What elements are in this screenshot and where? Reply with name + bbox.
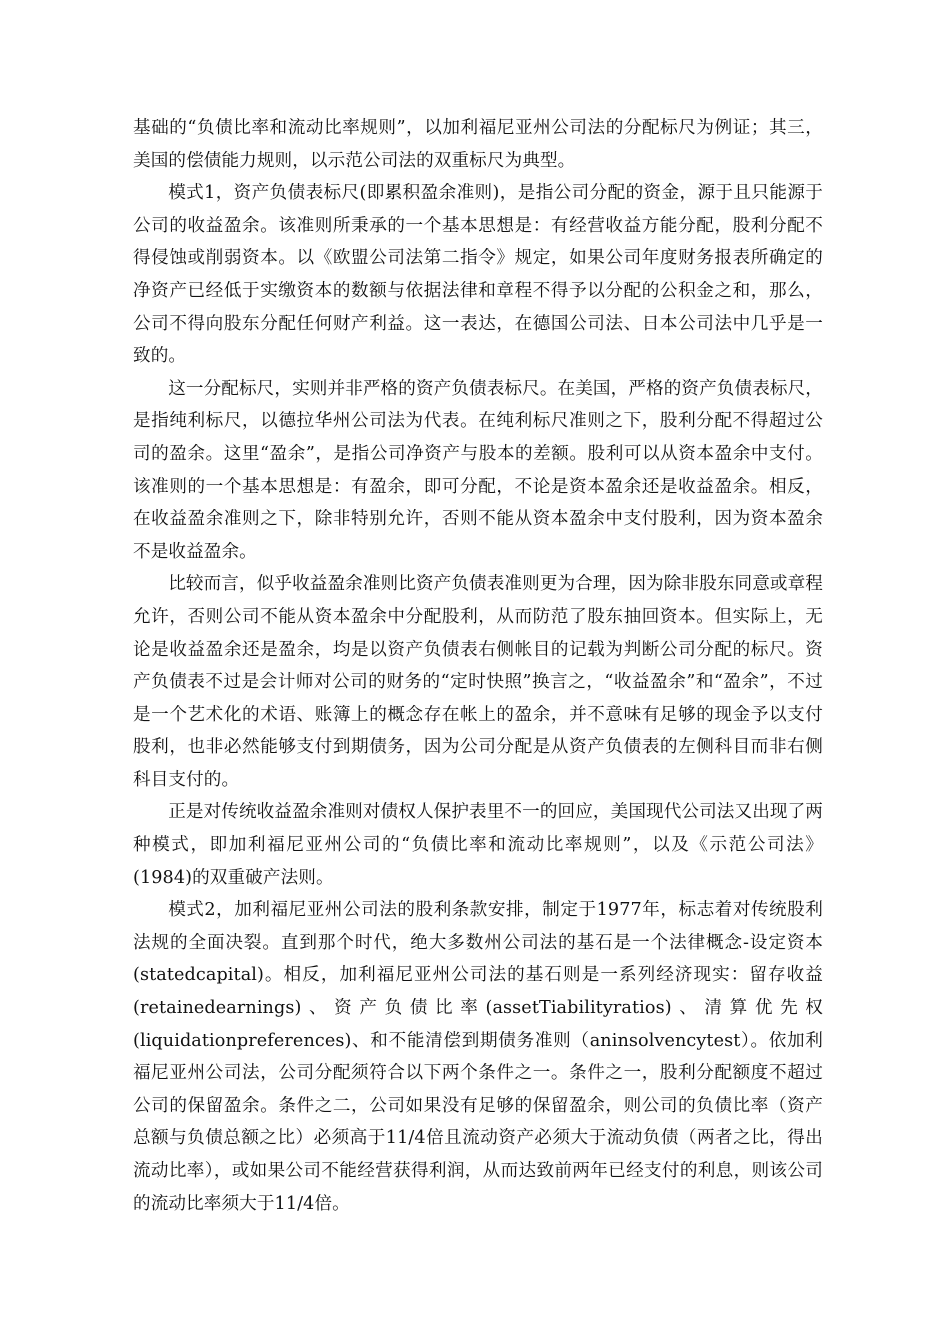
paragraph-comparison: 比较而言，似乎收益盈余准则比资产负债表准则更为合理，因为除非股东同意或章程允许，否则公司不能从资本盈余中分配股利，从而防范了股东抽回资本。但实际上，无论是收益盈余还是盈余，均是以资产负债表右侧帐目的记载为判断公司分配的标尺。资产负债表不过是会计师对公司的财务的“定时快照”换言之，“收益盈余”和“盈余”，不过是一个艺术化的术语、账簿上的概念存在帐上的盈余，并不意味有足够的现金予以支付股利，也非必然能够支付到期债务，因为公司分配是从资产负债表的左侧科目而非右侧科目支付的。 — [133, 574, 823, 790]
paragraph-mode-2: 模式2，加利福尼亚州公司法的股利条款安排，制定于1977年，标志着对传统股利法规的全面决裂。直到那个时代，绝大多数州公司法的基石是一个法律概念-设定资本(statedcapital)。相反，加利福尼亚州公司法的基石则是一系列经济现实：留存收益(retainedearnings)、资产负债比率(assetTiabilityratios)、清算优先权(liquidationpreferences)、和不能清偿到期债务准则（aninsolvencytest）。依加利福尼亚州公司法，公司分配须符合以下两个条件之一。条件之一，股利分配额度不超过公司的保留盈余。条件之二，公司如果没有足够的保留盈余，则公司的负债比率（资产总额与负债总额之比）必须高于11/4倍且流动资产必须大于流动负债（两者之比，得出流动比率），或如果公司不能经营获得利润，从而达致前两年已经支付的利息，则该公司的流动比率须大于11/4倍。 — [133, 900, 823, 1214]
paragraph-modern-response: 正是对传统收益盈余准则对债权人保护表里不一的回应，美国现代公司法又出现了两种模式，即加利福尼亚州公司的“负债比率和流动比率规则”，以及《示范公司法》(1984)的双重破产法则。 — [133, 802, 823, 888]
paragraph-continuation: 基础的“负债比率和流动比率规则”，以加利福尼亚州公司法的分配标尺为例证；其三，美国的偿债能力规则，以示范公司法的双重标尺为典型。 — [133, 118, 823, 171]
paragraph-mode-1: 模式1，资产负债表标尺(即累积盈余准则)，是指公司分配的资金，源于且只能源于公司的收益盈余。该准则所秉承的一个基本思想是：有经营收益方能分配，股利分配不得侵蚀或削弱资本。以《欧盟公司法第二指令》规定，如果公司年度财务报表所确定的净资产已经低于实缴资本的数额与依据法律和章程不得予以分配的公积金之和，那么，公司不得向股东分配任何财产利益。这一表达，在德国公司法、日本公司法中几乎是一致的。 — [133, 183, 823, 367]
paragraph-net-profit-standard: 这一分配标尺，实则并非严格的资产负债表标尺。在美国，严格的资产负债表标尺，是指纯利标尺，以德拉华州公司法为代表。在纯利标尺准则之下，股利分配不得超过公司的盈余。这里“盈余”，是指公司净资产与股本的差额。股利可以从资本盈余中支付。该准则的一个基本思想是：有盈余，即可分配，不论是资本盈余还是收益盈余。相反，在收益盈余准则之下，除非特别允许，否则不能从资本盈余中支付股利，因为资本盈余不是收益盈余。 — [133, 378, 823, 562]
document-body — [133, 112, 823, 1220]
